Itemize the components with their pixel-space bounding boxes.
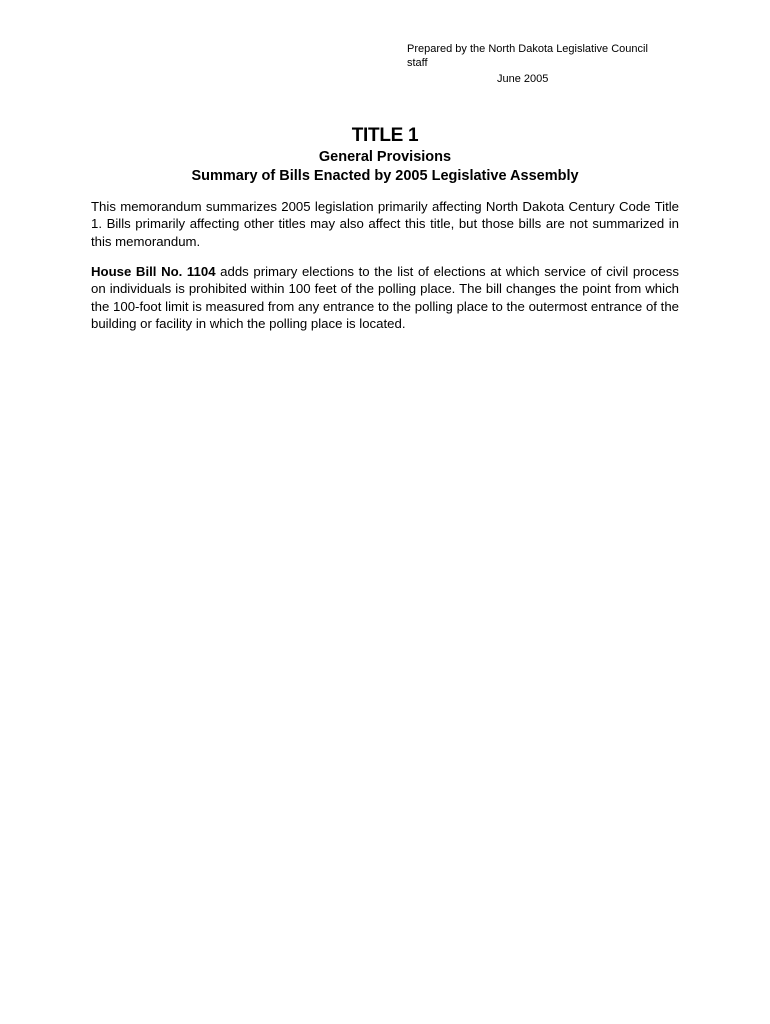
page-title: TITLE 1: [351, 125, 419, 146]
bill-label: House Bill No. 1104: [91, 264, 216, 279]
bill-description: adds primary elections to the list of elections at which service of civil process on individuals is prohibited within 100 feet of the polling place. The bill changes the point from which the 100-foot limit is measured from any entrance to the polling place to the outermost entrance of the building or facility in which the polling place is located.: [91, 264, 679, 332]
title-block: [90, 124, 680, 186]
prepared-by-staff: staff: [407, 57, 428, 69]
intro-paragraph: This memorandum summarizes 2005 legislation primarily affecting North Dakota Century Code Title 1. Bills primarily affecting other titles may also affect this title, but those bills are not summarized in this memorandum.: [91, 199, 679, 249]
subtitle-summary: Summary of Bills Enacted by 2005 Legislative Assembly: [191, 168, 579, 184]
prepared-by-block: [407, 42, 677, 86]
prepared-by-line: Prepared by the North Dakota Legislative Council: [407, 43, 648, 55]
bill-paragraph: [91, 263, 679, 333]
document-date: June 2005: [497, 73, 549, 85]
subtitle-general-provisions: General Provisions: [318, 149, 452, 165]
